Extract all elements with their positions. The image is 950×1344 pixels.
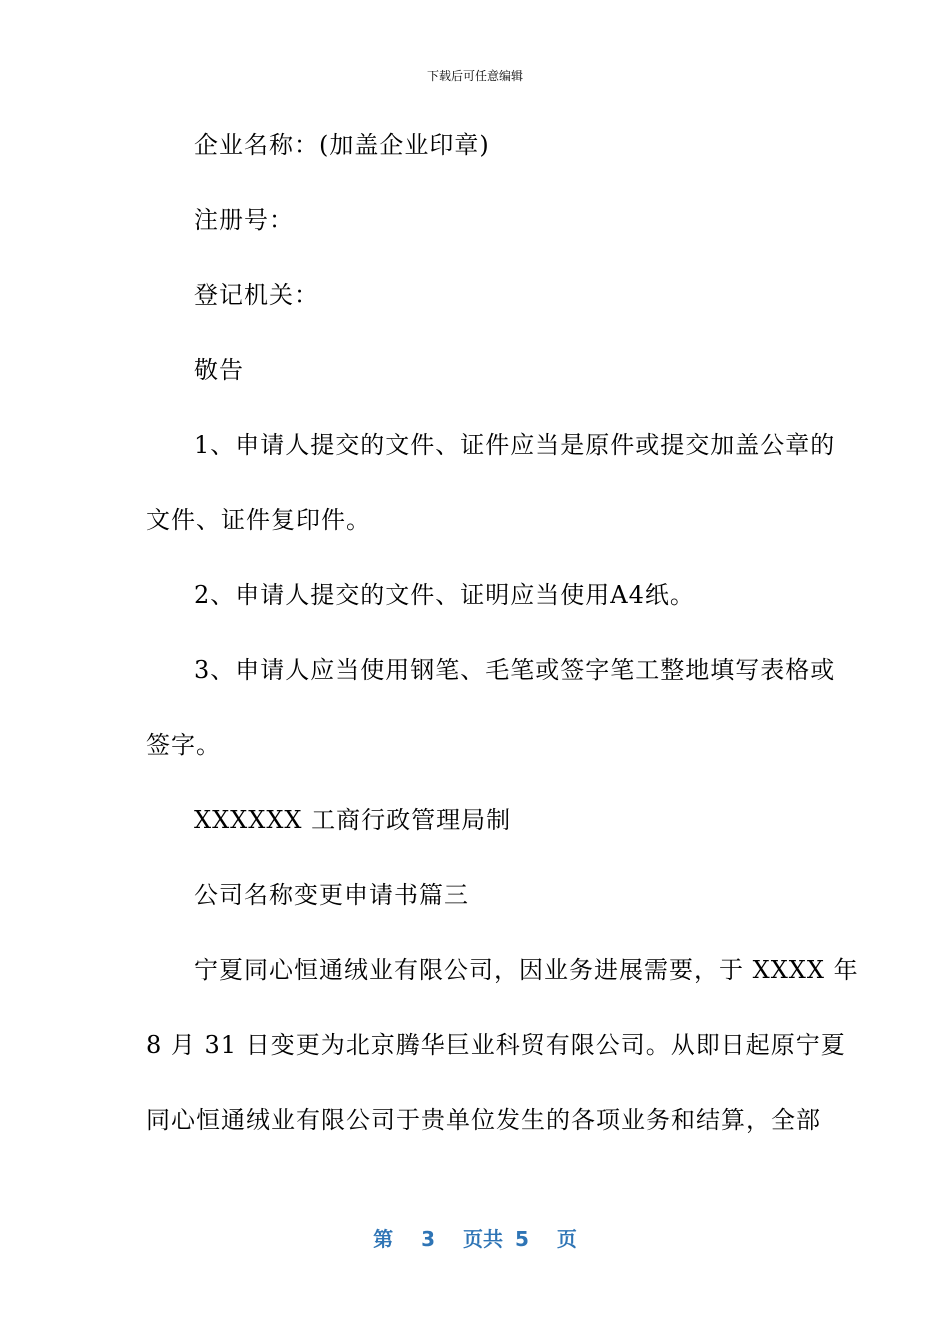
paragraph-line-3: 同心恒通绒业有限公司于贵单位发生的各项业务和结算，全部: [146, 1106, 821, 1134]
notice-heading: 敬告: [194, 356, 244, 384]
field-company-name: 企业名称：(加盖企业印章): [194, 131, 490, 159]
page-prefix: 第: [373, 1227, 394, 1251]
header-note: 下载后可任意编辑: [426, 69, 523, 83]
document-body: [146, 120, 859, 1170]
field-registration-number: 注册号：: [194, 206, 294, 234]
page-mid: 页共: [463, 1227, 503, 1251]
page-suffix: 页: [556, 1227, 577, 1251]
paragraph-line-2: 8 月 31 日变更为北京腾华巨业科贸有限公司。从即日起原宁夏: [146, 1031, 846, 1059]
field-registration-authority: 登记机关：: [194, 281, 319, 309]
notice-item-1-line-2: 文件、证件复印件。: [146, 506, 371, 534]
paragraph-line-1: 宁夏同心恒通绒业有限公司，因业务进展需要，于 XXXX 年: [194, 956, 859, 984]
notice-item-3-line-1: 3、申请人应当使用钢笔、毛笔或签字笔工整地填写表格或: [194, 656, 836, 684]
current-page-number: 3: [421, 1227, 435, 1251]
notice-item-3-line-2: 签字。: [146, 731, 221, 759]
section-title: 公司名称变更申请书篇三: [194, 881, 469, 909]
notice-item-1-line-1: 1、申请人提交的文件、证件应当是原件或提交加盖公章的: [194, 431, 836, 459]
notice-item-2: 2、申请人提交的文件、证明应当使用A4纸。: [194, 581, 695, 609]
total-pages-number: 5: [515, 1227, 529, 1251]
page-footer: [0, 1226, 950, 1252]
issuer-line: XXXXXX 工商行政管理局制: [194, 806, 512, 834]
